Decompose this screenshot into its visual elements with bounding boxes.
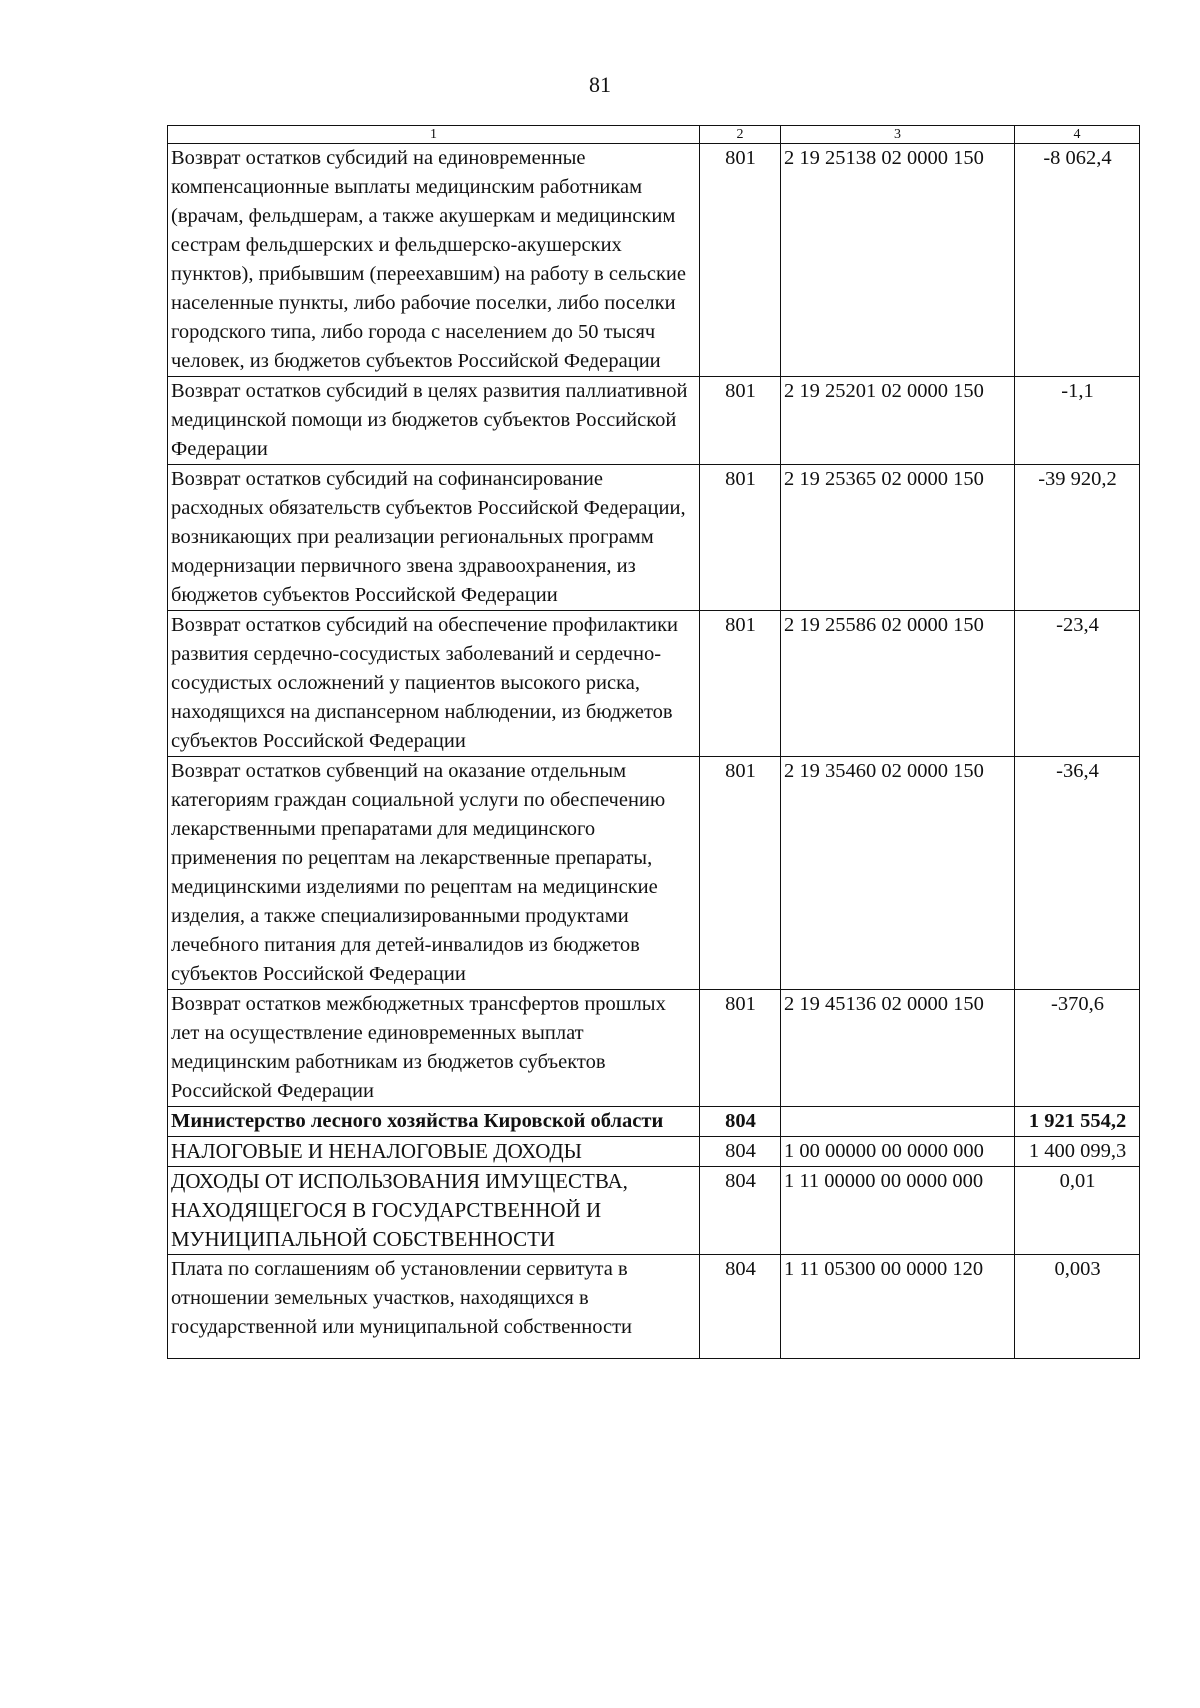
row-name: Возврат остатков субсидий на софинансирование расходных обязательств субъектов Российской Федерации, возникающих при реализации региональных программ модернизации первичного звена здравоохранения, из бюджетов субъектов Российской Федерации [168, 465, 700, 611]
header-col-1: 1 [168, 126, 700, 144]
table-row [168, 757, 1140, 990]
row-admin-code: 801 [700, 465, 781, 611]
row-admin-code: 804 [700, 1137, 781, 1167]
row-admin-code: 801 [700, 757, 781, 990]
row-budget-code: 2 19 35460 02 0000 150 [781, 757, 1015, 990]
row-amount: -8 062,4 [1015, 144, 1140, 377]
row-name: Возврат остатков субвенций на оказание отдельным категориям граждан социальной услуги по обеспечению лекарственными препаратами для медицинского применения по рецептам на лекарственные препараты, медицинскими изделиями по рецептам на медицинские изделия, а также специализированными продуктами лечебного питания для детей-инвалидов из бюджетов субъектов Российской Федерации [168, 757, 700, 990]
row-amount: 0,01 [1015, 1167, 1140, 1255]
row-budget-code: 1 11 00000 00 0000 000 [781, 1167, 1015, 1255]
row-admin-code: 801 [700, 990, 781, 1107]
row-amount: -23,4 [1015, 611, 1140, 757]
row-admin-code: 801 [700, 144, 781, 377]
row-name: Возврат остатков межбюджетных трансфертов прошлых лет на осуществление единовременных выплат медицинским работникам из бюджетов субъектов Российской Федерации [168, 990, 700, 1107]
table-row [168, 1137, 1140, 1167]
row-admin-code: 801 [700, 377, 781, 465]
table-row [168, 144, 1140, 377]
row-budget-code: 2 19 25138 02 0000 150 [781, 144, 1015, 377]
row-budget-code: 1 00 00000 00 0000 000 [781, 1137, 1015, 1167]
row-amount: 1 921 554,2 [1015, 1107, 1140, 1137]
row-name: Возврат остатков субсидий в целях развития паллиативной медицинской помощи из бюджетов субъектов Российской Федерации [168, 377, 700, 465]
row-amount: 0,003 [1015, 1255, 1140, 1359]
header-col-2: 2 [700, 126, 781, 144]
table-row [168, 465, 1140, 611]
row-name: Возврат остатков субсидий на обеспечение профилактики развития сердечно-сосудистых заболеваний и сердечно-сосудистых осложнений у пациентов высокого риска, находящихся на диспансерном наблюдении, из бюджетов субъектов Российской Федерации [168, 611, 700, 757]
budget-revenue-table [167, 125, 1140, 1359]
row-name: Министерство лесного хозяйства Кировской области [168, 1107, 700, 1137]
row-admin-code: 804 [700, 1167, 781, 1255]
row-admin-code: 804 [700, 1255, 781, 1359]
row-budget-code [781, 1107, 1015, 1137]
table-row [168, 611, 1140, 757]
row-admin-code: 804 [700, 1107, 781, 1137]
row-amount: 1 400 099,3 [1015, 1137, 1140, 1167]
table-row [168, 990, 1140, 1107]
row-amount: -370,6 [1015, 990, 1140, 1107]
header-col-4: 4 [1015, 126, 1140, 144]
row-amount: -39 920,2 [1015, 465, 1140, 611]
row-name: НАЛОГОВЫЕ И НЕНАЛОГОВЫЕ ДОХОДЫ [168, 1137, 700, 1167]
row-name: Плата по соглашениям об установлении сервитута в отношении земельных участков, находящихся в государственной или муниципальной собственности [168, 1255, 700, 1359]
page-number: 81 [589, 72, 611, 97]
table-row [168, 377, 1140, 465]
row-budget-code: 2 19 45136 02 0000 150 [781, 990, 1015, 1107]
table-row [168, 1167, 1140, 1255]
table-row [168, 1255, 1140, 1359]
row-name: ДОХОДЫ ОТ ИСПОЛЬЗОВАНИЯ ИМУЩЕСТВА, НАХОДЯЩЕГОСЯ В ГОСУДАРСТВЕННОЙ И МУНИЦИПАЛЬНОЙ СОБСТВЕННОСТИ [168, 1167, 700, 1255]
row-budget-code: 2 19 25586 02 0000 150 [781, 611, 1015, 757]
row-amount: -36,4 [1015, 757, 1140, 990]
row-admin-code: 801 [700, 611, 781, 757]
row-budget-code: 1 11 05300 00 0000 120 [781, 1255, 1015, 1359]
row-name: Возврат остатков субсидий на единовременные компенсационные выплаты медицинским работникам (врачам, фельдшерам, а также акушеркам и медицинским сестрам фельдшерских и фельдшерско-акушерских пунктов), прибывшим (переехавшим) на работу в сельские населенные пункты, либо рабочие поселки, либо поселки городского типа, либо города с населением до 50 тысяч человек, из бюджетов субъектов Российской Федерации [168, 144, 700, 377]
row-budget-code: 2 19 25201 02 0000 150 [781, 377, 1015, 465]
row-budget-code: 2 19 25365 02 0000 150 [781, 465, 1015, 611]
row-amount: -1,1 [1015, 377, 1140, 465]
table-row-ministry-total [168, 1107, 1140, 1137]
header-col-3: 3 [781, 126, 1015, 144]
table-header-row [168, 126, 1140, 144]
